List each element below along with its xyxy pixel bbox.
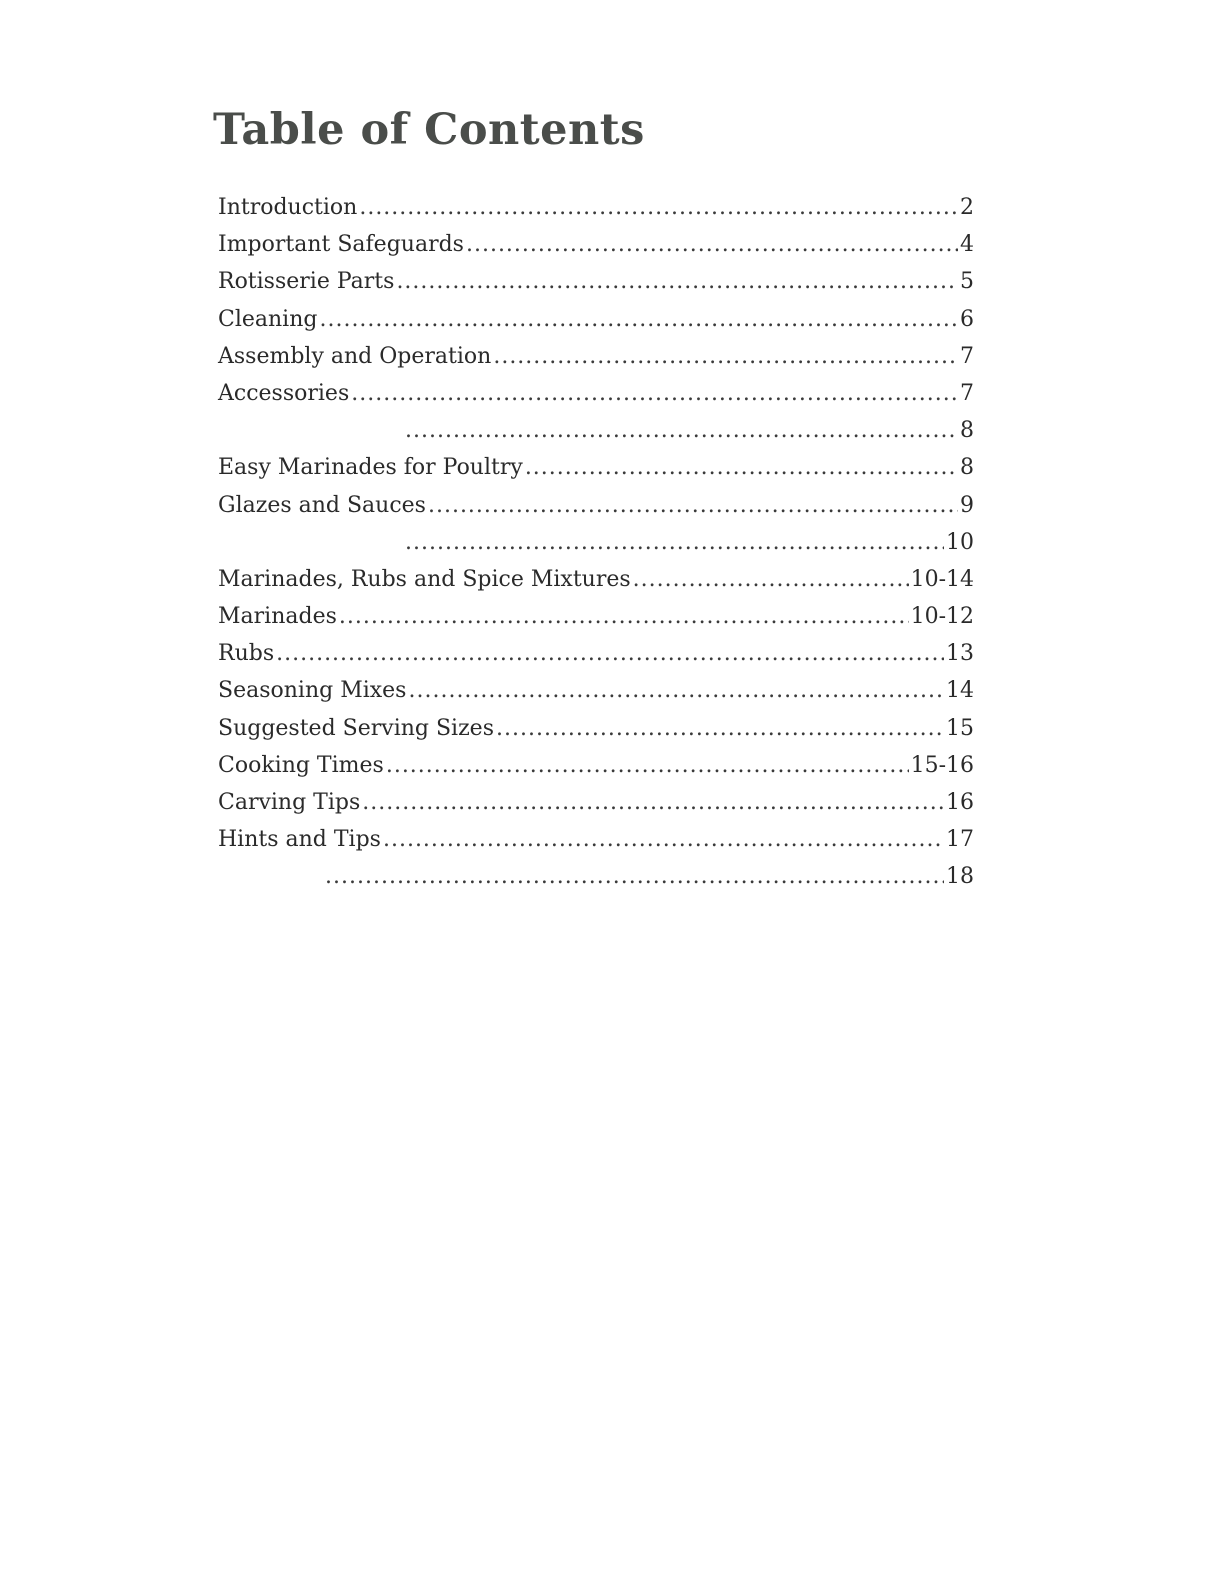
toc-entry-label: Marinades, Rubs and Spice Mixtures bbox=[218, 566, 631, 592]
toc-entry bbox=[218, 232, 974, 269]
toc-entry-label: Carving Tips bbox=[218, 790, 361, 815]
toc-entry-label: Easy Marinades for Poultry bbox=[218, 455, 523, 481]
toc-entry-label: Rubs bbox=[218, 641, 275, 667]
toc-dot-leader bbox=[396, 269, 958, 294]
toc-entry-label: Cooking Times bbox=[218, 752, 384, 778]
toc-dot-leader bbox=[466, 232, 958, 257]
toc-dot-leader bbox=[428, 493, 958, 518]
toc-dot-leader bbox=[386, 753, 909, 778]
toc-entry bbox=[218, 864, 974, 901]
toc-entry-label: Suggested Serving Sizes bbox=[218, 715, 494, 741]
toc-entry bbox=[218, 493, 974, 530]
toc-entry-page: 2 bbox=[960, 195, 974, 220]
toc-dot-leader bbox=[405, 530, 944, 555]
toc-entry-label: Accessories bbox=[218, 380, 350, 406]
toc-entry-page: 10-14 bbox=[910, 566, 974, 592]
toc-entry-label: Marinades bbox=[218, 604, 337, 630]
toc-entry bbox=[218, 678, 974, 715]
toc-dot-leader bbox=[496, 716, 944, 741]
toc-dot-leader bbox=[339, 604, 909, 629]
toc-entry-page: 7 bbox=[960, 380, 974, 406]
toc-entry bbox=[218, 827, 974, 864]
toc-dot-leader bbox=[493, 344, 958, 369]
toc-dot-leader bbox=[362, 790, 944, 815]
toc-entry-page: 10-12 bbox=[910, 604, 974, 630]
toc-entry bbox=[218, 307, 974, 344]
toc-entry-label: Cleaning bbox=[218, 306, 318, 332]
toc-entry-page: 16 bbox=[946, 790, 974, 815]
toc-entry-page: 15-16 bbox=[910, 752, 974, 778]
toc-entry-label: Glazes and Sauces bbox=[218, 492, 426, 518]
toc-dot-leader bbox=[405, 418, 958, 443]
toc-entry-label: Important Safeguards bbox=[218, 232, 464, 258]
toc-dot-leader bbox=[276, 641, 944, 666]
toc-entry bbox=[218, 753, 974, 790]
toc-entry-page: 13 bbox=[946, 641, 974, 667]
toc-entry bbox=[218, 567, 974, 604]
toc-entry bbox=[218, 641, 974, 678]
toc-entry-page: 6 bbox=[960, 306, 974, 332]
toc-entry-label: Hints and Tips bbox=[218, 827, 381, 853]
toc-entry-page: 18 bbox=[946, 864, 974, 890]
toc-entry-page: 8 bbox=[960, 455, 974, 481]
toc-entry-page: 15 bbox=[946, 715, 974, 741]
toc-entry-page: 9 bbox=[960, 492, 974, 518]
toc-entry-page: 10 bbox=[946, 529, 974, 555]
toc-entry bbox=[218, 418, 974, 455]
toc-dot-leader bbox=[383, 827, 944, 852]
toc-entry bbox=[218, 790, 974, 827]
toc-entry bbox=[218, 269, 974, 306]
toc-entry-page: 14 bbox=[946, 678, 974, 704]
toc-entry-page: 17 bbox=[946, 827, 974, 853]
toc-dot-leader bbox=[633, 567, 909, 592]
toc-entry-label: Rotisserie Parts bbox=[218, 269, 395, 295]
toc-entry-page: 7 bbox=[960, 343, 974, 369]
table-of-contents bbox=[218, 195, 974, 902]
toc-dot-leader bbox=[351, 381, 958, 406]
toc-entry-label: Seasoning Mixes bbox=[218, 678, 407, 704]
toc-entry bbox=[218, 344, 974, 381]
toc-entry bbox=[218, 195, 974, 232]
toc-entry bbox=[218, 455, 974, 492]
toc-entry bbox=[218, 530, 974, 567]
toc-dot-leader bbox=[525, 455, 958, 480]
toc-entry bbox=[218, 716, 974, 753]
toc-entry bbox=[218, 381, 974, 418]
toc-entry-page: 4 bbox=[960, 232, 974, 258]
toc-dot-leader bbox=[325, 864, 944, 889]
toc-entry-label: Introduction bbox=[218, 195, 358, 220]
page-title: Table of Contents bbox=[213, 105, 645, 155]
toc-dot-leader bbox=[319, 307, 958, 332]
toc-entry-page: 8 bbox=[960, 418, 974, 444]
toc-entry-label: Assembly and Operation bbox=[218, 343, 492, 369]
toc-dot-leader bbox=[359, 195, 958, 220]
toc-entry bbox=[218, 604, 974, 641]
toc-dot-leader bbox=[408, 678, 944, 703]
toc-entry-page: 5 bbox=[960, 269, 974, 295]
